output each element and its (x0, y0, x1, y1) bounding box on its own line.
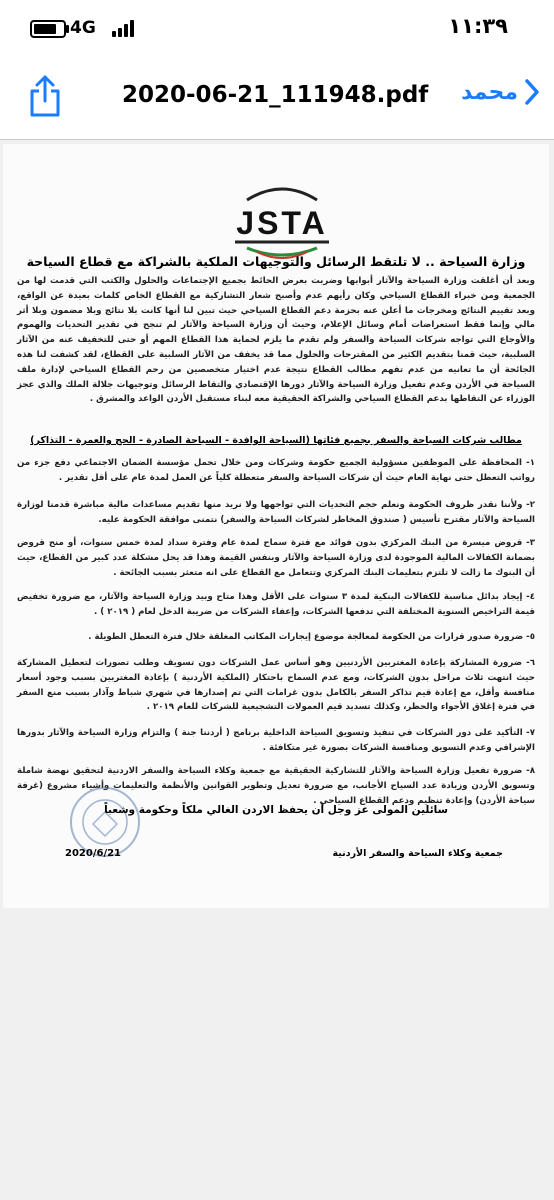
pdf-viewer[interactable] (0, 140, 554, 1200)
intro-paragraph: وبعد أن أغلقت وزارة السياحة والآثار أبوابها وضربت بعرض الحائط بجميع الإجتماعات والحلول والكتب التي قدمت لها من الجمعية ومن خبراء القطاع السياحي وكان رأيهم عدم وأصبح شعار التشاركية مع القطاع الخاص كلمات بعيدة عن الواقع، وبعد تقييم النتائج ومخرجات ما أعلن عنه بحزمة دعم القطاع السياحي حيث تبين لنا أنها كانت بلا نتائج وبلا مضمون وبلا أثر مالي وإنما فقط استعراضات أمام وسائل الإعلام، وحيث أن وزارة السياحة والآثار لم تنجح في تقدير التحديات والهموم والأوجاع التي تواجه شركات السياحة والسفر ولم تقدم ما يلزم لحماية هذا القطاع المهم أو حتى للتخفيف عنه من الآثار السلبية، حيث قمنا بتقديم الكثير من المقترحات والحلول مما قد يخفف من الآثار السلبية على القطاع، لقد كشفت لنا هذه الجائحة أن ما تعانيه من عدم تفهم مطالب القطاع نتيجة عدم اختيار متخصصين من رحم القطاع السياحي لإدارة ملف السياحة في الأردن وعدم تفعيل وزارة السياحة والآثار دورها الإقتصادي والتقاط الرسائل وتوجيهات جلالة الملك والذي عجز الوزراء عن التقاطها بدعم القطاع السياحي والشراكة الحقيقية معه لبناء مستقبل الأردن الواعد والمشرق . (17, 276, 535, 405)
battery-icon (30, 20, 66, 38)
back-button[interactable] (461, 78, 540, 106)
pdf-page (3, 144, 549, 908)
signal-icon (112, 19, 134, 37)
demand-item-4: ٤- إيجاد بدائل مناسبة للكفالات البنكية لمدة ٣ سنوات على الأقل وهذا متاح وبيد وزارة السياحة والآثار، مع ضرورة تخفيض قيمة التراخيص السنوية المختلفة التي تدفعها الشركات، وإعفاء الشركات من ضريبة الدخل لعام ( ٢٠١٩ ) . (17, 592, 535, 617)
document-date: 2020/6/21 (65, 848, 122, 859)
closing-line: سائلين المولى عز وجل أن يحفظ الاردن الغالي ملكاً وحكومة وشعباً (104, 804, 448, 816)
demand-item-3: ٣- قروض ميسرة من البنك المركزي بدون فوائد مع فترة سماح لمدة عام وفترة سداد لمدة خمس سنوات، أو منح قروض بضمانة الكفالات المالية الموجودة لدى وزارة السياحة والآثار وبنفس القيمة وهذا قد يحل مشكلة عدد كبير من القطاع، حيث أن البنوك ما زالت لا تلتزم بتعليمات البنك المركزي وتتعامل مع القطاع على انه متعثر بسبب الجائحة . (17, 538, 535, 578)
signature: جمعية وكلاء السياحة والسفر الأردنية (332, 848, 503, 859)
share-icon[interactable] (28, 74, 62, 118)
nav-bar (0, 60, 554, 140)
chevron-left-icon (524, 78, 540, 106)
demand-item-1: ١- المحافظة على الموظفين مسؤولية الجميع حكومة وشركات ومن خلال تحمل مؤسسة الضمان الاجتماعي دفع جزء من رواتب التعطل حتى نهاية العام حيث أن شركات السياحة والسفر متعطلة كلياً عن العمل لمدة عام على أقل تقدير . (17, 458, 535, 483)
demand-item-2: ٢- ولأننا نقدر ظروف الحكومة ونعلم حجم التحديات التي تواجهها ولا نريد منها تقديم مساعدات مالية مباشرة قدمنا لوزارة السياحة والآثار مقترح تأسيس ( صندوق المخاطر لشركات السياحة والسفر) نتمنى موافقة الحكومة عليه. (17, 500, 535, 525)
document-title: وزارة السياحة .. لا تلتقط الرسائل والتوجيهات الملكية بالشراكة مع قطاع السياحة (26, 254, 526, 269)
status-bar (0, 0, 554, 60)
status-time: ١١:٣٩ (448, 14, 508, 38)
svg-text:JSTA: JSTA (236, 205, 328, 241)
demand-item-5: ٥- ضرورة صدور قرارات من الحكومة لمعالجة موضوع إيجارات المكاتب المغلقة خلال فترة التعطل الطويلة . (88, 632, 535, 642)
demand-item-7: ٧- التأكيد على دور الشركات في تنفيذ وتسويق السياحة الداخلية برنامج ( أردننا جنة ) والتزام وزارة السياحة والآثار بدورها الإشرافي وعدم التسويق ومنافسة الشركات بصورة غير متكافئة . (17, 728, 535, 753)
battery-level (34, 24, 56, 34)
demand-item-6: ٦- ضرورة المشاركة بإعادة المغتربين الأردنيين وهو أساس عمل الشركات دون تسويف وطلب تصورات لتعطيل المشاركة حيث انتهت ثلاث مراحل بدون الشركات، ومع عدم السماح باحتكار (الملكية الأردنية ) بإعادة المغتربين بسبب وجود أسعار منافسة وأقل، مع إعادة قيم تذاكر السفر بالكامل بدون غرامات التي تم إصدارها في شهري شباط وآذار بسبب منع السفر في فترة إغلاق الأجواء والحظر، وكذلك تسديد قيم العمولات التشجيعية للشركات للعام ٢٠١٩ . (17, 658, 535, 713)
network-type: 4G (70, 18, 96, 38)
demands-title: مطالب شركات السياحة والسفر بجميع فئاتها (السياحة الوافدة - السياحة الصادرة - الحج والعمرة - التذاكر) (30, 435, 522, 446)
back-label: محمد (461, 79, 518, 105)
file-title: 2020-06-21_111948.pdf (122, 82, 429, 108)
demand-item-8: ٨- ضرورة تفعيل وزارة السياحة والآثار للتشاركية الحقيقية مع جمعية وكلاء السياحة والسفر الاردنية لتحقيق نهضة شاملة وتسويق الأردن وزيادة عدد السياح الأجانب، مع ضرورة تعديل وتطوير القوانين والأنظمة والتعليمات وأشياء مشروع (غرفة سياحة الأردن) وإعادة تنظيم ودعم القطاع السياحي . (17, 766, 535, 806)
